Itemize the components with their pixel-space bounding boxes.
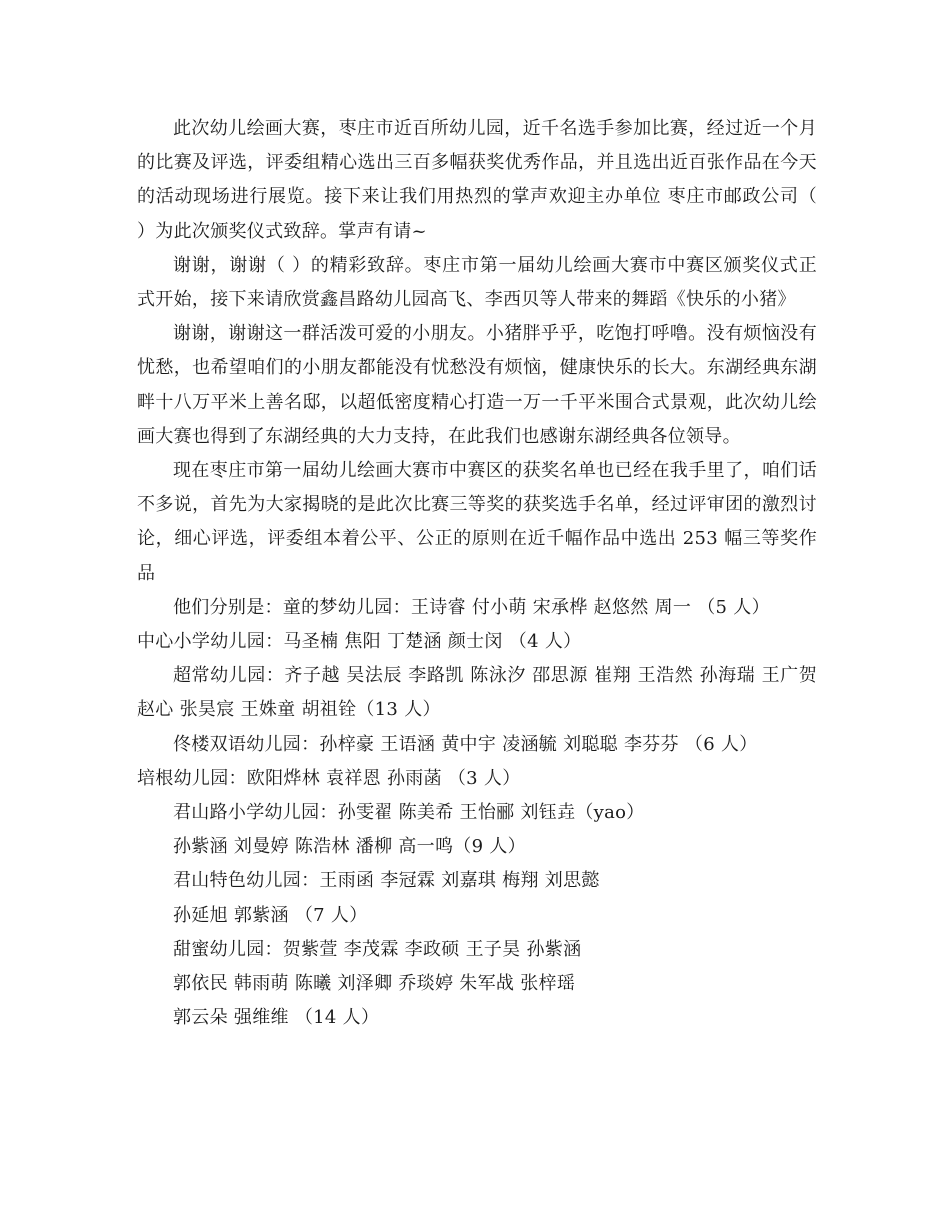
winner-list-line: 孙紫涵 刘曼婷 陈浩林 潘柳 高一鸣（9 人） — [173, 836, 526, 858]
paragraph-intro: 此次幼儿绘画大赛，枣庄市近百所幼儿园，近千名选手参加比赛，经过近一个月的比赛及评选，评委组精心选出三百多幅获奖优秀作品，并且选出近百张作品在今天的活动现场进行展览。接下来让我们用热烈的掌声欢迎主办单位 枣庄市邮政公司（ ）为此次颁奖仪式致辞。掌声有请~ — [137, 118, 817, 242]
winner-list-line: 他们分别是：童的梦幼儿园：王诗睿 付小萌 宋承桦 赵悠然 周一 （5 人） — [173, 596, 770, 618]
winner-list-line: 甜蜜幼儿园：贺紫萱 李茂霖 李政硕 王子昊 孙紫涵 — [173, 938, 582, 960]
winner-list-line: 超常幼儿园：齐子越 吴法辰 李路凯 陈泳汐 邵思源 崔翔 王浩然 孙海瑞 王广贺 赵心 张昊宸 王姝童 胡祖铨（13 人） — [137, 665, 817, 721]
document-body — [137, 112, 817, 1035]
winner-list-line: 郭依民 韩雨萌 陈曦 刘泽卿 乔琰婷 朱军战 张梓瑶 — [173, 973, 576, 995]
winner-list-line: 中心小学幼儿园：马圣楠 焦阳 丁楚涵 颜士闵 （4 人） — [137, 631, 582, 653]
winner-list-line: 郭云朵 强维维 （14 人） — [173, 1007, 380, 1029]
winner-list-line: 孙延旭 郭紫涵 （7 人） — [173, 904, 368, 926]
winner-list-line: 君山特色幼儿园：王雨函 李冠霖 刘嘉琪 梅翔 刘思懿 — [173, 870, 600, 892]
winner-list-line: 佟楼双语幼儿园：孙梓豪 王语涵 黄中宇 凌涵毓 刘聪聪 李芬芬 （6 人） — [173, 733, 758, 755]
winner-list-line: 君山路小学幼儿园：孙雯翟 陈美希 王怡郦 刘钰垚（yao） — [173, 802, 645, 824]
winner-list-line: 培根幼儿园：欧阳烨林 袁祥恩 孙雨菡 （3 人） — [137, 767, 521, 789]
paragraph-announcement: 现在枣庄市第一届幼儿绘画大赛市中赛区的获奖名单也已经在我手里了，咱们话不多说，首先为大家揭晓的是此次比赛三等奖的获奖选手名单，经过评审团的激烈讨论，细心评选，评委组本着公平、公正的原则在近千幅作品中选出 253 幅三等奖作品 — [137, 460, 817, 584]
paragraph-thanks: 谢谢，谢谢（ ）的精彩致辞。枣庄市第一届幼儿绘画大赛市中赛区颁奖仪式正式开始，接下来请欣赏鑫昌路幼儿园高飞、李西贝等人带来的舞蹈《快乐的小猪》 — [137, 254, 817, 311]
paragraph-sponsor: 谢谢，谢谢这一群活泼可爱的小朋友。小猪胖乎乎，吃饱打呼噜。没有烦恼没有忧愁，也希望咱们的小朋友都能没有忧愁没有烦恼，健康快乐的长大。东湖经典东湖畔十八万平米上善名邸，以超低密度精心打造一万一千平米围合式景观，此次幼儿绘画大赛也得到了东湖经典的大力支持，在此我们也感谢东湖经典各位领导。 — [137, 323, 817, 447]
